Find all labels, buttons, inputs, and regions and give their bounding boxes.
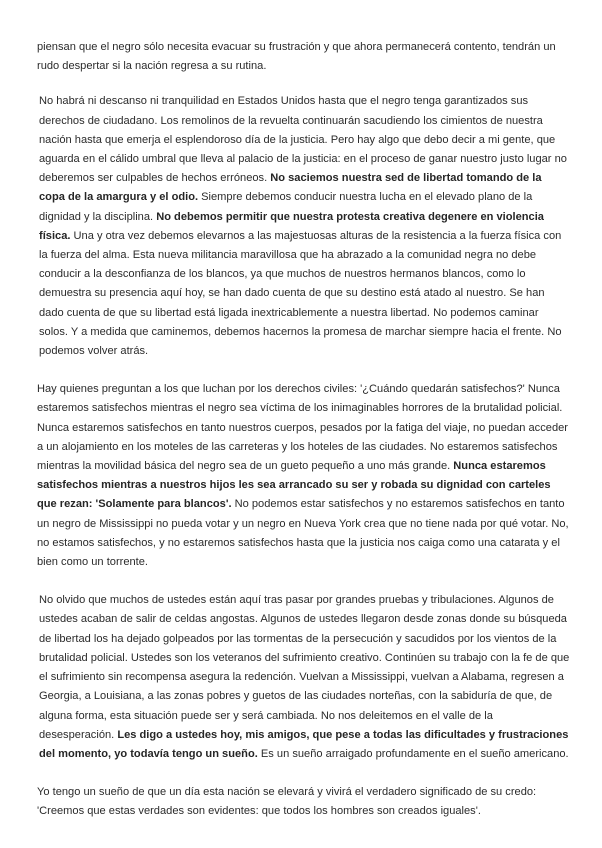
- bold-text-segment: No debemos permitir que nuestra protesta creativa degenere en violencia física.: [39, 210, 544, 242]
- paragraph-4: [37, 591, 570, 764]
- paragraph-2: [37, 92, 570, 361]
- paragraph-5: [37, 783, 570, 821]
- paragraph-3: [37, 380, 570, 572]
- text-segment: piensan que el negro sólo necesita evacuar su frustración y que ahora permanecerá contento, tendrán un rudo despertar si la nación regresa a su rutina.: [37, 41, 556, 73]
- text-segment: Hay quienes preguntan a los que luchan por los derechos civiles: '¿Cuándo quedarán satisfechos?' Nunca estaremos satisfechos mientras el negro sea víctima de los inimaginables horrores de la brutalidad policial. Nunca estaremos satisfechos en tanto nuestros cuerpos, pesados por la fatiga del viaje, no puedan acceder a un alojamiento en los moteles de las carreteras y los hoteles de las ciudades. No estaremos satisfechos mientras la movilidad básica del negro sea de un gueto pequeño a uno más grande.: [37, 383, 568, 473]
- paragraph-1: [37, 38, 570, 76]
- text-segment: Yo tengo un sueño de que un día esta nación se elevará y vivirá el verdadero significado de su credo: 'Creemos que estas verdades son evidentes: que todos los hombres son creados iguales'.: [37, 786, 537, 818]
- bold-text-segment: Les digo a ustedes hoy, mis amigos, que pese a todas las dificultades y frustraciones del momento, yo todavía tengo un sueño.: [39, 728, 569, 760]
- text-segment: No podemos estar satisfechos y no estaremos satisfechos en tanto un negro de Mississippi no pueda votar y un negro en Nueva York crea que no tiene nada por qué votar. No, no estamos satisfechos, y no estaremos satisfechos hasta que la justicia nos caiga como una catarata y el bien como un torrente.: [37, 498, 569, 569]
- text-segment: Es un sueño arraigado profundamente en el sueño americano.: [257, 747, 569, 760]
- bold-text-segment: Nunca estaremos satisfechos mientras a nuestros hijos les sea arrancado su ser y robada su dignidad con carteles que rezan: 'Solamente para blancos'.: [37, 460, 551, 511]
- text-segment: No olvido que muchos de ustedes están aquí tras pasar por grandes pruebas y tribulaciones. Algunos de ustedes acaban de salir de celdas angostas. Algunos de ustedes llegaron desde zonas donde su búsqueda de libertad los ha dejado golpeados por las tormentas de la persecución y sacudidos por los vientos de la brutalidad policial. Ustedes son los veteranos del sufrimiento creativo. Continúen su trabajo con la fe de que el sufrimiento sin recompensa asegura la redención. Vuelvan a Mississippi, vuelvan a Alabama, regresen a Georgia, a Louisiana, a las zonas pobres y guetos de las ciudades norteñas, con la sabiduría de que, de alguna forma, esta situación puede ser y será cambiada. No nos deleitemos en el valle de la desesperación.: [39, 594, 570, 741]
- bold-text-segment: No saciemos nuestra sed de libertad tomando de la copa de la amargura y el odio.: [39, 172, 542, 204]
- text-segment: Una y otra vez debemos elevarnos a las majestuosas alturas de la resistencia a la fuerza física con la fuerza del alma. Esta nueva militancia maravillosa que ha abrazado a la comunidad negra no debe conducir a la desconfianza de los blancos, ya que muchos de nuestros hermanos blancos, como lo demuestra su presencia aquí hoy, se han dado cuenta de que su destino está atado al nuestro. Se han dado cuenta de que su libertad está ligada inextricablemente a nuestra libertad. No podemos caminar solos. Y a medida que caminemos, debemos hacernos la promesa de marchar siempre hacia el frente. No podemos volver atrás.: [39, 229, 562, 358]
- text-segment: No habrá ni descanso ni tranquilidad en Estados Unidos hasta que el negro tenga garantizados sus derechos de ciudadano. Los remolinos de la revuelta continuarán sacudiendo los cimientos de nuestra nación hasta que emerja el esplendoroso día de la justicia. Pero hay algo que debo decir a mi gente, que aguarda en el cálido umbral que lleva al palacio de la justicia: en el proceso de ganar nuestro justo lugar no deberemos ser culpables de hechos erróneos.: [39, 95, 567, 185]
- text-segment: Siempre debemos conducir nuestra lucha en el elevado plano de la dignidad y la disciplina.: [39, 191, 533, 223]
